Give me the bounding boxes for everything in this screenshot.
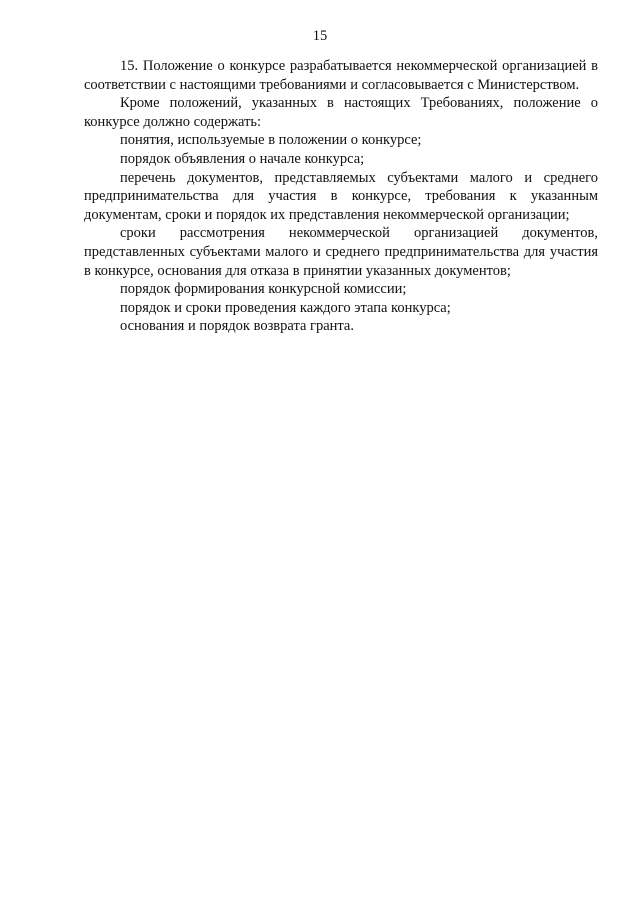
list-item: основания и порядок возврата гранта. [120, 318, 354, 335]
paragraph-intro-list: Кроме положений, указанных в настоящих Требованиях, положение о конкурсе должно содержать: [84, 95, 598, 130]
list-item: сроки рассмотрения некоммерческой организацией документов, представленных субъектами малого и среднего предпринимательства для участия в конкурсе, основания для отказа в принятии указанных документов; [84, 225, 598, 279]
list-item: перечень документов, представляемых субъектами малого и среднего предпринимательства для участия в конкурсе, требования к указанным документам, сроки и порядок их представления некоммерческой организации; [84, 169, 598, 223]
list-item: порядок и сроки проведения каждого этапа конкурса; [120, 299, 451, 316]
page-number: 15 [312, 28, 328, 44]
document-body [84, 57, 598, 336]
list-item: порядок формирования конкурсной комиссии; [120, 281, 407, 298]
list-item: понятия, используемые в положении о конкурсе; [120, 132, 422, 149]
paragraph-clause-15: 15. Положение о конкурсе разрабатывается некоммерческой организацией в соответствии с настоящими требованиями и согласовывается с Министерством. [84, 58, 598, 93]
list-item: порядок объявления о начале конкурса; [120, 150, 365, 167]
